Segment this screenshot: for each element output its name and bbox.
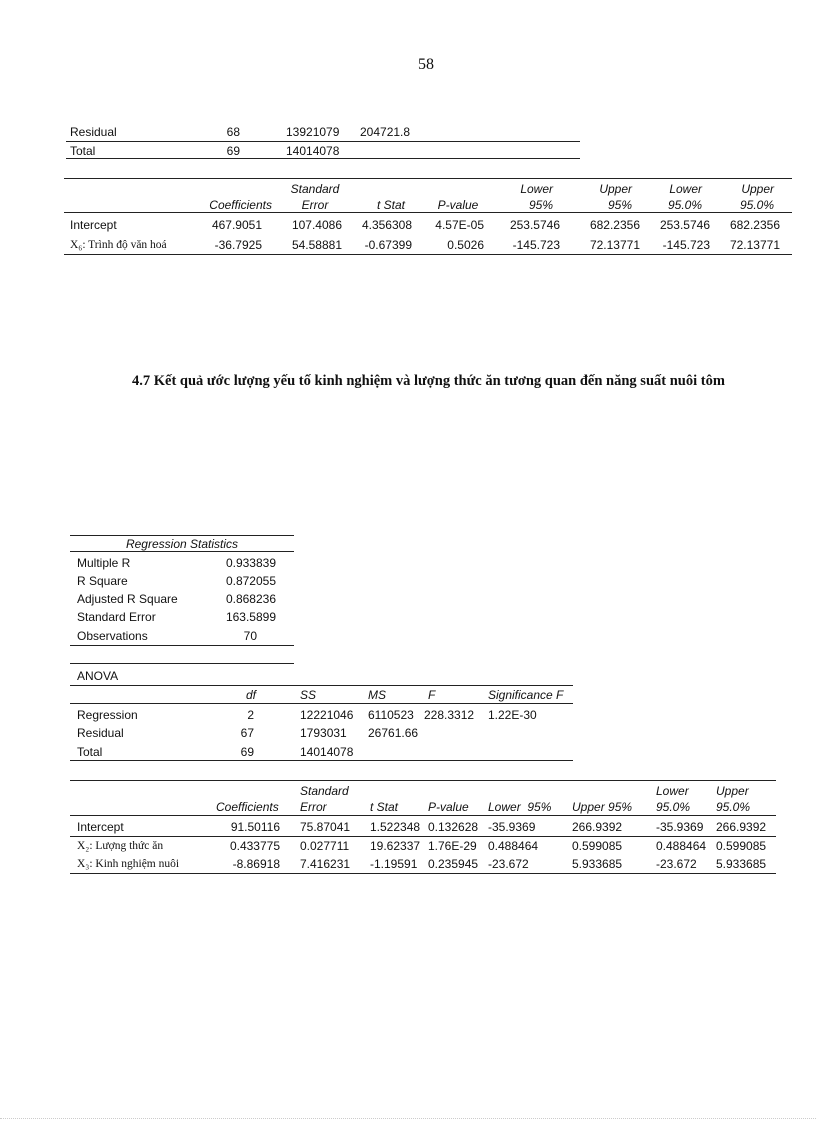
coef-value: 0.433775 [229, 839, 280, 853]
lower-95-0-value: -23.672 [656, 857, 697, 871]
df-value: 69 [226, 144, 240, 158]
stat-label: Adjusted R Square [77, 592, 178, 606]
page-bottom-border [0, 1118, 816, 1119]
df-value: 68 [226, 125, 240, 139]
table-bottom-rule [64, 254, 792, 255]
header-significance-f: Significance F [488, 688, 564, 702]
header-upper-95: Upper 95% [572, 800, 633, 814]
header-upper-95-0: 95.0% [716, 800, 751, 814]
coef-value: -36.7925 [214, 238, 262, 252]
header-rule [70, 703, 573, 704]
ms-value: 204721.8 [360, 125, 411, 139]
header-df: df [246, 688, 257, 702]
header-upper-95: 95% [607, 198, 632, 212]
coef-value: -8.86918 [232, 857, 280, 871]
stat-label: Observations [77, 629, 148, 643]
df-value: 69 [240, 745, 254, 759]
table-row-label: Total [70, 144, 96, 158]
stat-value: 0.868236 [225, 592, 276, 606]
header-p-value: P-value [437, 198, 479, 212]
row-divider [66, 141, 580, 142]
df-value: 2 [247, 708, 254, 722]
header-error: Error [301, 198, 329, 212]
header-lower: Lower [520, 182, 553, 196]
upper-value: 266.9392 [572, 820, 623, 834]
table-bottom-rule [70, 760, 573, 761]
upper-95-0-value: 682.2356 [729, 218, 780, 232]
header-top-rule [70, 685, 573, 686]
df-value: 67 [240, 726, 254, 740]
table-row-label: X₂: Lượng thức ăn [77, 840, 164, 852]
table-row-label: Residual [77, 726, 124, 740]
t-value: -1.19591 [370, 857, 418, 871]
header-ms: MS [368, 688, 386, 702]
header-t-stat: t Stat [376, 198, 405, 212]
t-value: -0.67399 [364, 238, 412, 252]
header-rule [70, 815, 776, 816]
row-divider [70, 836, 776, 837]
header-lower-95-0: 95.0% [656, 800, 691, 814]
regression-statistics-title: Regression Statistics [125, 537, 239, 551]
header-rule [64, 212, 792, 213]
header-t-stat: t Stat [370, 800, 399, 814]
header-rule [70, 551, 294, 552]
table-bottom-rule [70, 873, 776, 874]
header-upper-2: Upper [741, 182, 774, 196]
header-upper: Upper [599, 182, 632, 196]
table-row-label: Residual [70, 125, 117, 139]
lower-95-0-value: 0.488464 [656, 839, 707, 853]
ss-value: 14014078 [300, 745, 354, 759]
page-number: 58 [418, 56, 434, 73]
se-value: 107.4086 [291, 218, 342, 232]
lower-value: -35.9369 [488, 820, 536, 834]
header-lower-95: Lower 95% [488, 800, 552, 814]
table-row-label: Total [77, 745, 103, 759]
p-value: 1.76E-29 [428, 839, 477, 853]
p-value: 0.235945 [428, 857, 479, 871]
p-value: 4.57E-05 [435, 218, 484, 232]
se-value: 0.027711 [300, 839, 350, 853]
stat-label: Standard Error [77, 610, 156, 624]
header-coefficients: Coefficients [216, 800, 279, 814]
ss-value: 1793031 [300, 726, 347, 740]
stat-value: 0.933839 [225, 556, 276, 570]
table-top-rule [70, 535, 294, 536]
p-value: 0.132628 [428, 820, 479, 834]
upper-value: 72.13771 [589, 238, 640, 252]
t-value: 4.356308 [361, 218, 412, 232]
upper-value: 5.933685 [572, 857, 623, 871]
anova-title: ANOVA [77, 669, 119, 683]
lower-value: 253.5746 [509, 218, 560, 232]
ms-value: 26761.66 [368, 726, 419, 740]
upper-95-0-value: 72.13771 [729, 238, 780, 252]
se-value: 54.58881 [291, 238, 342, 252]
stat-value: 163.5899 [225, 610, 276, 624]
section-heading: 4.7 Kết quả ước lượng yếu tố kinh nghiệm và lượng thức ăn tương quan đến năng suất nuôi tôm [132, 373, 725, 389]
ss-value: 14014078 [286, 144, 340, 158]
upper-value: 0.599085 [572, 839, 623, 853]
lower-value: 0.488464 [488, 839, 539, 853]
upper-95-0-value: 266.9392 [716, 820, 767, 834]
lower-95-0-value: -35.9369 [656, 820, 704, 834]
header-standard: Standard [290, 182, 340, 196]
header-upper: Upper [716, 784, 749, 798]
table-top-rule [64, 178, 792, 179]
header-lower: Lower [656, 784, 689, 798]
upper-95-0-value: 5.933685 [716, 857, 767, 871]
stat-label: R Square [77, 574, 128, 588]
lower-value: -145.723 [512, 238, 560, 252]
coef-value: 467.9051 [211, 218, 262, 232]
f-value: 228.3312 [424, 708, 475, 722]
lower-value: -23.672 [488, 857, 529, 871]
header-standard: Standard [300, 784, 349, 798]
table-row-label: Intercept [70, 218, 117, 232]
header-upper-95-0: 95.0% [739, 198, 774, 212]
header-ss: SS [300, 688, 317, 702]
se-value: 75.87041 [300, 820, 351, 834]
table-top-rule [70, 663, 294, 664]
stat-label: Multiple R [77, 556, 131, 570]
upper-value: 682.2356 [589, 218, 640, 232]
coef-value: 91.50116 [230, 820, 280, 834]
header-lower-95: 95% [528, 198, 553, 212]
table-bottom-rule [70, 645, 294, 646]
stat-value: 70 [243, 629, 257, 643]
header-p-value: P-value [428, 800, 469, 814]
table-row-label: Intercept [77, 820, 124, 834]
header-lower-2: Lower [669, 182, 702, 196]
table-top-rule [70, 780, 776, 781]
table-row-label: Regression [77, 708, 138, 722]
header-error: Error [300, 800, 327, 814]
header-coefficients: Coefficients [209, 198, 272, 212]
upper-95-0-value: 0.599085 [716, 839, 767, 853]
t-value: 1.522348 [370, 820, 421, 834]
significance-value: 1.22E-30 [488, 708, 537, 722]
lower-95-0-value: -145.723 [662, 238, 710, 252]
table-row-label: X₃: Kinh nghiệm nuôi [77, 858, 180, 870]
table-row-label: X₆: Trình độ văn hoá [70, 239, 167, 251]
ms-value: 6110523 [368, 708, 414, 722]
lower-95-0-value: 253.5746 [659, 218, 710, 232]
stat-value: 0.872055 [225, 574, 276, 588]
header-f: F [428, 688, 436, 702]
ss-value: 12221046 [300, 708, 354, 722]
table-bottom-rule [66, 158, 580, 159]
header-lower-95-0: 95.0% [667, 198, 702, 212]
se-value: 7.416231 [300, 857, 351, 871]
t-value: 19.62337 [370, 839, 421, 853]
p-value: 0.5026 [447, 238, 484, 252]
ss-value: 13921079 [286, 125, 340, 139]
